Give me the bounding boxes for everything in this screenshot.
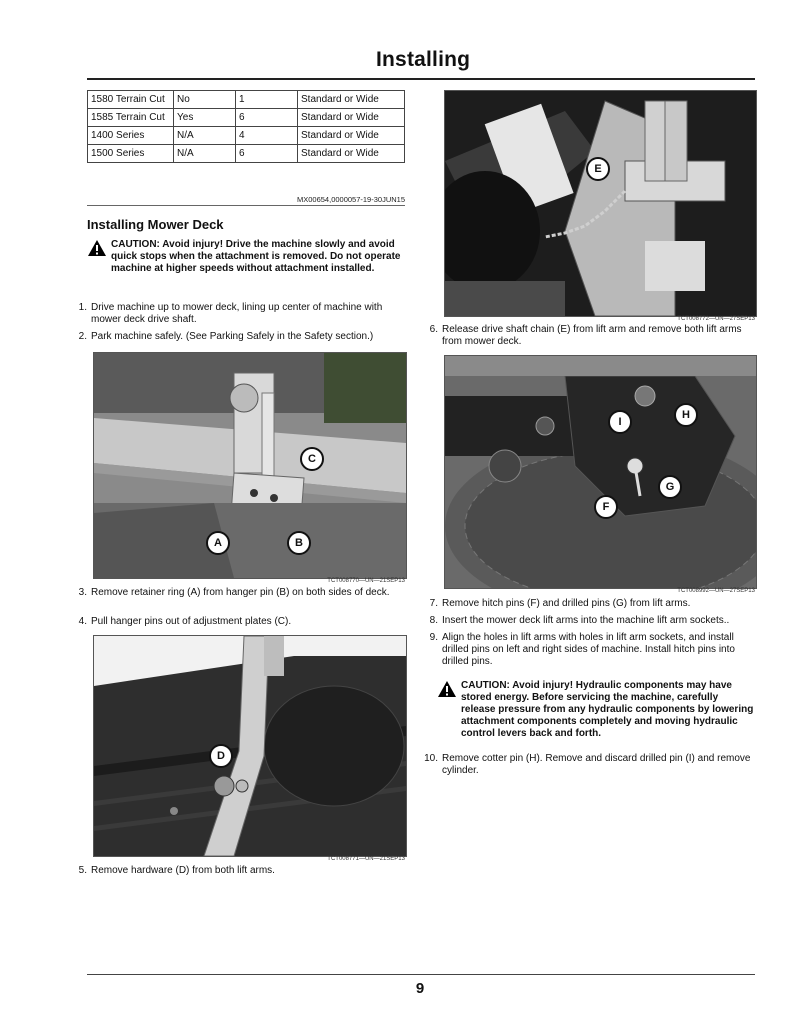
hanger-pin-illustration xyxy=(94,353,406,578)
step-text: Insert the mower deck lift arms into the machine lift arm sockets.. xyxy=(442,615,730,626)
step-item xyxy=(73,587,407,599)
step-number: 6. xyxy=(429,324,438,335)
footer-rule xyxy=(87,974,755,975)
step-item xyxy=(424,632,758,668)
step-item xyxy=(424,753,758,777)
table-cell: 6 xyxy=(236,109,298,127)
caution-block-1 xyxy=(87,239,407,275)
step-text: Remove retainer ring (A) from hanger pin (B) on both sides of deck. xyxy=(91,587,390,598)
step-number: 7. xyxy=(429,598,438,609)
step-item xyxy=(73,865,407,877)
step-text: Remove hitch pins (F) and drilled pins (G) from lift arms. xyxy=(442,598,691,609)
table-cell: 6 xyxy=(236,145,298,163)
spec-table xyxy=(87,90,405,163)
callout-label: H xyxy=(674,403,698,427)
callout-label: A xyxy=(206,531,230,555)
step-number: 9. xyxy=(429,632,438,643)
step-number: 4. xyxy=(78,616,87,627)
caution-text: CAUTION: Avoid injury! Drive the machine slowly and avoid quick stops when the attachment is removed. Do not operate machine at higher speeds without attachment installed. xyxy=(111,239,401,274)
figure-lift-arm-photo xyxy=(93,635,407,857)
page-number: 9 xyxy=(415,980,425,997)
table-row xyxy=(88,109,405,127)
figure-drive-shaft-chain-photo xyxy=(444,90,757,317)
step-number: 10. xyxy=(424,753,438,764)
step-item xyxy=(424,324,758,348)
caution-block-2 xyxy=(437,680,755,740)
reference-rule xyxy=(87,205,405,206)
table-cell: N/A xyxy=(174,145,236,163)
step-text: Drive machine up to mower deck, lining up center of machine with mower deck drive shaft. xyxy=(91,302,383,325)
step-number: 8. xyxy=(429,615,438,626)
table-cell: 1400 Series xyxy=(88,127,174,145)
table-cell: Standard or Wide xyxy=(298,91,405,109)
step-item xyxy=(424,598,758,610)
table-cell: No xyxy=(174,91,236,109)
table-row xyxy=(88,91,405,109)
callout-label: F xyxy=(594,495,618,519)
page-title: Installing xyxy=(376,48,471,71)
table-cell: N/A xyxy=(174,127,236,145)
table-cell: 1500 Series xyxy=(88,145,174,163)
step-text: Park machine safely. (See Parking Safely in the Safety section.) xyxy=(91,331,374,342)
table-cell: 1 xyxy=(236,91,298,109)
table-cell: 4 xyxy=(236,127,298,145)
table-cell: 1580 Terrain Cut xyxy=(88,91,174,109)
step-item xyxy=(73,302,407,326)
table-row xyxy=(88,145,405,163)
reference-id: MX00654,0000057-19-30JUN15 xyxy=(297,195,405,204)
figure-id: TCT008771—UN—21SEP13 xyxy=(327,856,405,862)
caution-text: CAUTION: Avoid injury! Hydraulic components may have stored energy. Before servicing the machine, carefully release pressure from any hydraulic components by lowering attachment components completely and moving hydraulic control levers back and forth. xyxy=(461,680,754,739)
table-cell: 1585 Terrain Cut xyxy=(88,109,174,127)
step-number: 1. xyxy=(78,302,87,313)
callout-label: G xyxy=(658,475,682,499)
step-number: 5. xyxy=(78,865,87,876)
callout-label: I xyxy=(608,410,632,434)
figure-hitch-pin-photo xyxy=(444,355,757,589)
step-number: 3. xyxy=(78,587,87,598)
hitch-pin-illustration xyxy=(445,356,756,588)
figure-id: TCT008992—UN—27SEP13 xyxy=(677,588,755,594)
callout-label: C xyxy=(300,447,324,471)
step-number: 2. xyxy=(78,331,87,342)
step-item xyxy=(424,615,758,627)
lift-arm-illustration xyxy=(94,636,406,856)
callout-label: B xyxy=(287,531,311,555)
figure-id: TCT008770—UN—21SEP13 xyxy=(327,578,405,584)
figure-hanger-pin-photo xyxy=(93,352,407,579)
step-text: Remove hardware (D) from both lift arms. xyxy=(91,865,275,876)
table-cell: Yes xyxy=(174,109,236,127)
section-title: Installing Mower Deck xyxy=(87,217,224,232)
header-rule xyxy=(87,78,755,80)
table-row xyxy=(88,127,405,145)
table-cell: Standard or Wide xyxy=(298,145,405,163)
step-text: Align the holes in lift arms with holes in lift arm sockets, and install drilled pins on left and right sides of machine. Install hitch pins into drilled pins. xyxy=(442,632,735,667)
warning-icon xyxy=(87,239,107,257)
step-item xyxy=(73,616,407,628)
step-text: Remove cotter pin (H). Remove and discard drilled pin (I) and remove cylinder. xyxy=(442,753,751,776)
table-cell: Standard or Wide xyxy=(298,109,405,127)
step-text: Pull hanger pins out of adjustment plates (C). xyxy=(91,616,292,627)
drive-shaft-chain-illustration xyxy=(445,91,756,316)
step-text: Release drive shaft chain (E) from lift arm and remove both lift arms from mower deck. xyxy=(442,324,742,347)
callout-label: E xyxy=(586,157,610,181)
warning-icon xyxy=(437,680,457,698)
table-cell: Standard or Wide xyxy=(298,127,405,145)
callout-label: D xyxy=(209,744,233,768)
figure-id: TCT008772—UN—27SEP13 xyxy=(677,316,755,322)
step-item xyxy=(73,331,407,343)
